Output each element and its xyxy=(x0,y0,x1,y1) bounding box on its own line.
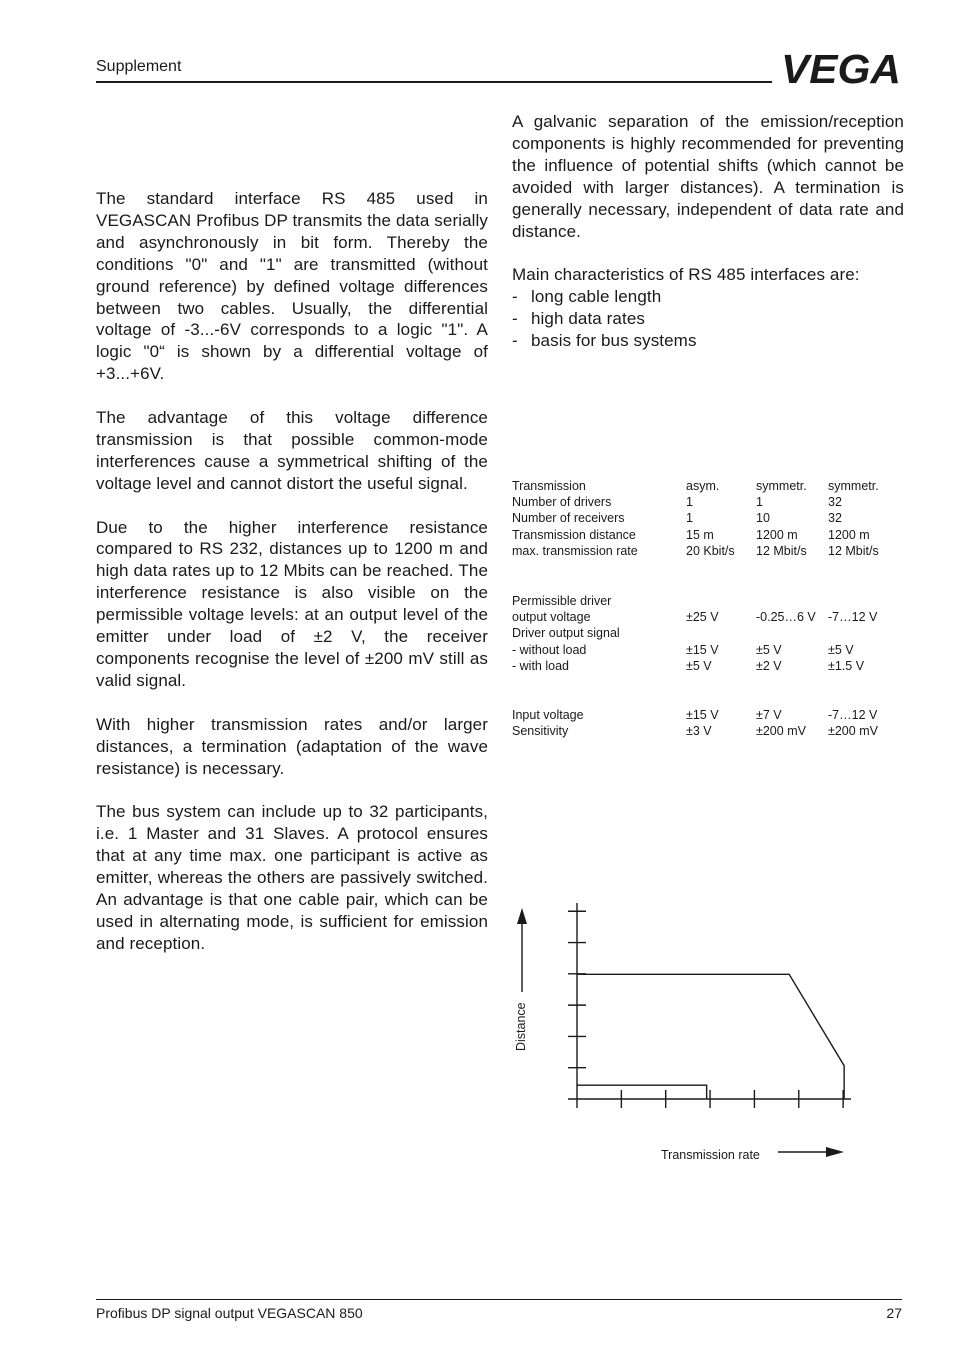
table-row xyxy=(512,625,912,641)
spec-table-transmission xyxy=(512,478,912,559)
table-cell: ±7 V xyxy=(756,708,782,722)
characteristics-list xyxy=(512,286,904,352)
bullet: - xyxy=(512,309,518,329)
list-item xyxy=(512,308,904,330)
table-cell: -0.25…6 V xyxy=(756,610,816,625)
table-cell: output voltage xyxy=(512,610,591,625)
table-cell: Input voltage xyxy=(512,708,584,722)
table-cell: Transmission xyxy=(512,479,586,493)
table-cell: ±200 mV xyxy=(828,724,878,739)
table-cell: ±15 V xyxy=(686,708,719,722)
table-cell: 1200 m xyxy=(756,527,798,542)
table-cell: ±200 mV xyxy=(756,724,806,739)
section-title: Supplement xyxy=(96,58,182,75)
table-cell: ±25 V xyxy=(686,610,719,625)
list-item xyxy=(512,330,904,352)
table-cell: Transmission distance xyxy=(512,527,636,542)
table-cell: 20 Kbit/s xyxy=(686,543,735,558)
footer-title: Profibus DP signal output VEGASCAN 850 xyxy=(96,1305,363,1321)
bullet: - xyxy=(512,331,518,351)
list-intro: Main characteristics of RS 485 interfaces are: xyxy=(512,265,860,285)
table-row xyxy=(512,494,912,510)
table-row xyxy=(512,478,912,494)
table-cell: Driver output signal xyxy=(512,626,620,641)
table-cell: ±5 V xyxy=(828,642,854,657)
paragraph: Due to the higher interference resistance compared to RS 232, distances up to 1200 m and high data rates up to 12 Mbits can be reached. The interference resistance is also visible on the permissible voltage levels: at an output level of the emitter under load of ±2 V, the receiver components recognise the level of ±200 mV still as valid signal. xyxy=(96,517,488,690)
table-cell: - with load xyxy=(512,658,569,673)
paragraph: The advantage of this voltage difference transmission is that possible common-mode interferences cause a symmetrical shifting of the voltage level and cannot distort the useful signal. xyxy=(96,408,488,493)
table-cell: 15 m xyxy=(686,527,714,542)
right-column xyxy=(512,111,904,352)
vega-logo xyxy=(780,50,902,86)
paragraph: With higher transmission rates and/or larger distances, a termination (adaptation of the wave resistance) is necessary. xyxy=(96,714,488,778)
table-cell: 12 Mbit/s xyxy=(828,543,879,558)
table-cell: 10 xyxy=(756,511,770,526)
table-cell: Number of receivers xyxy=(512,511,625,526)
spec-table-input xyxy=(512,707,912,739)
list-item xyxy=(512,286,904,308)
table-cell: 1 xyxy=(686,511,693,526)
left-column xyxy=(96,188,488,955)
table-cell: ±2 V xyxy=(756,658,782,673)
table-cell: Sensitivity xyxy=(512,724,569,739)
list-item-text: basis for bus systems xyxy=(531,331,697,351)
y-axis-label: Distance xyxy=(514,1002,528,1051)
table-row xyxy=(512,510,912,526)
table-cell: -7…12 V xyxy=(828,610,878,625)
table-cell: 1200 m xyxy=(828,527,870,542)
table-cell: max. transmission rate xyxy=(512,543,638,558)
table-cell: ±15 V xyxy=(686,642,719,657)
table-row xyxy=(512,593,912,609)
table-row xyxy=(512,543,912,559)
distance-rate-chart xyxy=(500,880,880,1180)
table-cell: Permissible driver xyxy=(512,594,612,608)
table-cell: 1 xyxy=(756,495,763,510)
table-cell: Number of drivers xyxy=(512,495,612,510)
table-row xyxy=(512,723,912,739)
paragraph: The bus system can include up to 32 participants, i.e. 1 Master and 31 Slaves. A protocol ensures that at any time max. one participant is active as emitter, whereas the others are passively switched. An advantage is that one cable pair, which can be used in alternating mode, is sufficient for emission and reception. xyxy=(96,802,488,953)
table-cell: ±3 V xyxy=(686,724,712,739)
paragraph: A galvanic separation of the emission/reception components is highly recommended for preventing the influence of potential shifts (which cannot be avoided with larger distances). A termination is generally necessary, independent of data rate and distance. xyxy=(512,112,904,241)
logo-text: VEGA xyxy=(781,50,901,86)
table-cell: ±5 V xyxy=(686,658,712,673)
table-cell: asym. xyxy=(686,479,720,493)
table-cell: 1 xyxy=(686,495,693,510)
table-cell: - without load xyxy=(512,642,587,657)
table-row xyxy=(512,609,912,625)
table-cell: -7…12 V xyxy=(828,708,878,722)
table-cell: ±1.5 V xyxy=(828,658,865,673)
series-line-symmetric xyxy=(577,974,844,1099)
header-rule xyxy=(96,81,772,83)
table-cell: symmetr. xyxy=(756,479,807,493)
page-number: 27 xyxy=(886,1305,902,1321)
x-axis-label: Transmission rate xyxy=(661,1148,760,1162)
table-cell: 32 xyxy=(828,511,842,526)
table-cell: symmetr. xyxy=(828,479,879,493)
table-row xyxy=(512,658,912,674)
spec-table-driver xyxy=(512,593,912,674)
table-row xyxy=(512,527,912,543)
x-arrowhead xyxy=(826,1147,844,1157)
list-item-text: high data rates xyxy=(531,309,645,329)
bullet: - xyxy=(512,287,518,307)
table-cell: ±5 V xyxy=(756,642,782,657)
series-line-asymmetric xyxy=(577,1085,707,1099)
list-item-text: long cable length xyxy=(531,287,662,307)
table-cell: 12 Mbit/s xyxy=(756,543,807,558)
footer-rule xyxy=(96,1299,902,1300)
paragraph: The standard interface RS 485 used in VEGASCAN Profibus DP transmits the data serially and asynchronously in bit form. Thereby the conditions "0" and "1" are transmitted (without ground reference) by defined voltage differences between two cables. Usually, the differential voltage of -3...-6V corresponds to a logic "1". A logic "0“ is shown by a differential voltage of +3...+6V. xyxy=(96,189,488,384)
table-row xyxy=(512,707,912,723)
table-cell: 32 xyxy=(828,495,842,510)
y-arrowhead xyxy=(517,908,527,924)
table-row xyxy=(512,642,912,658)
